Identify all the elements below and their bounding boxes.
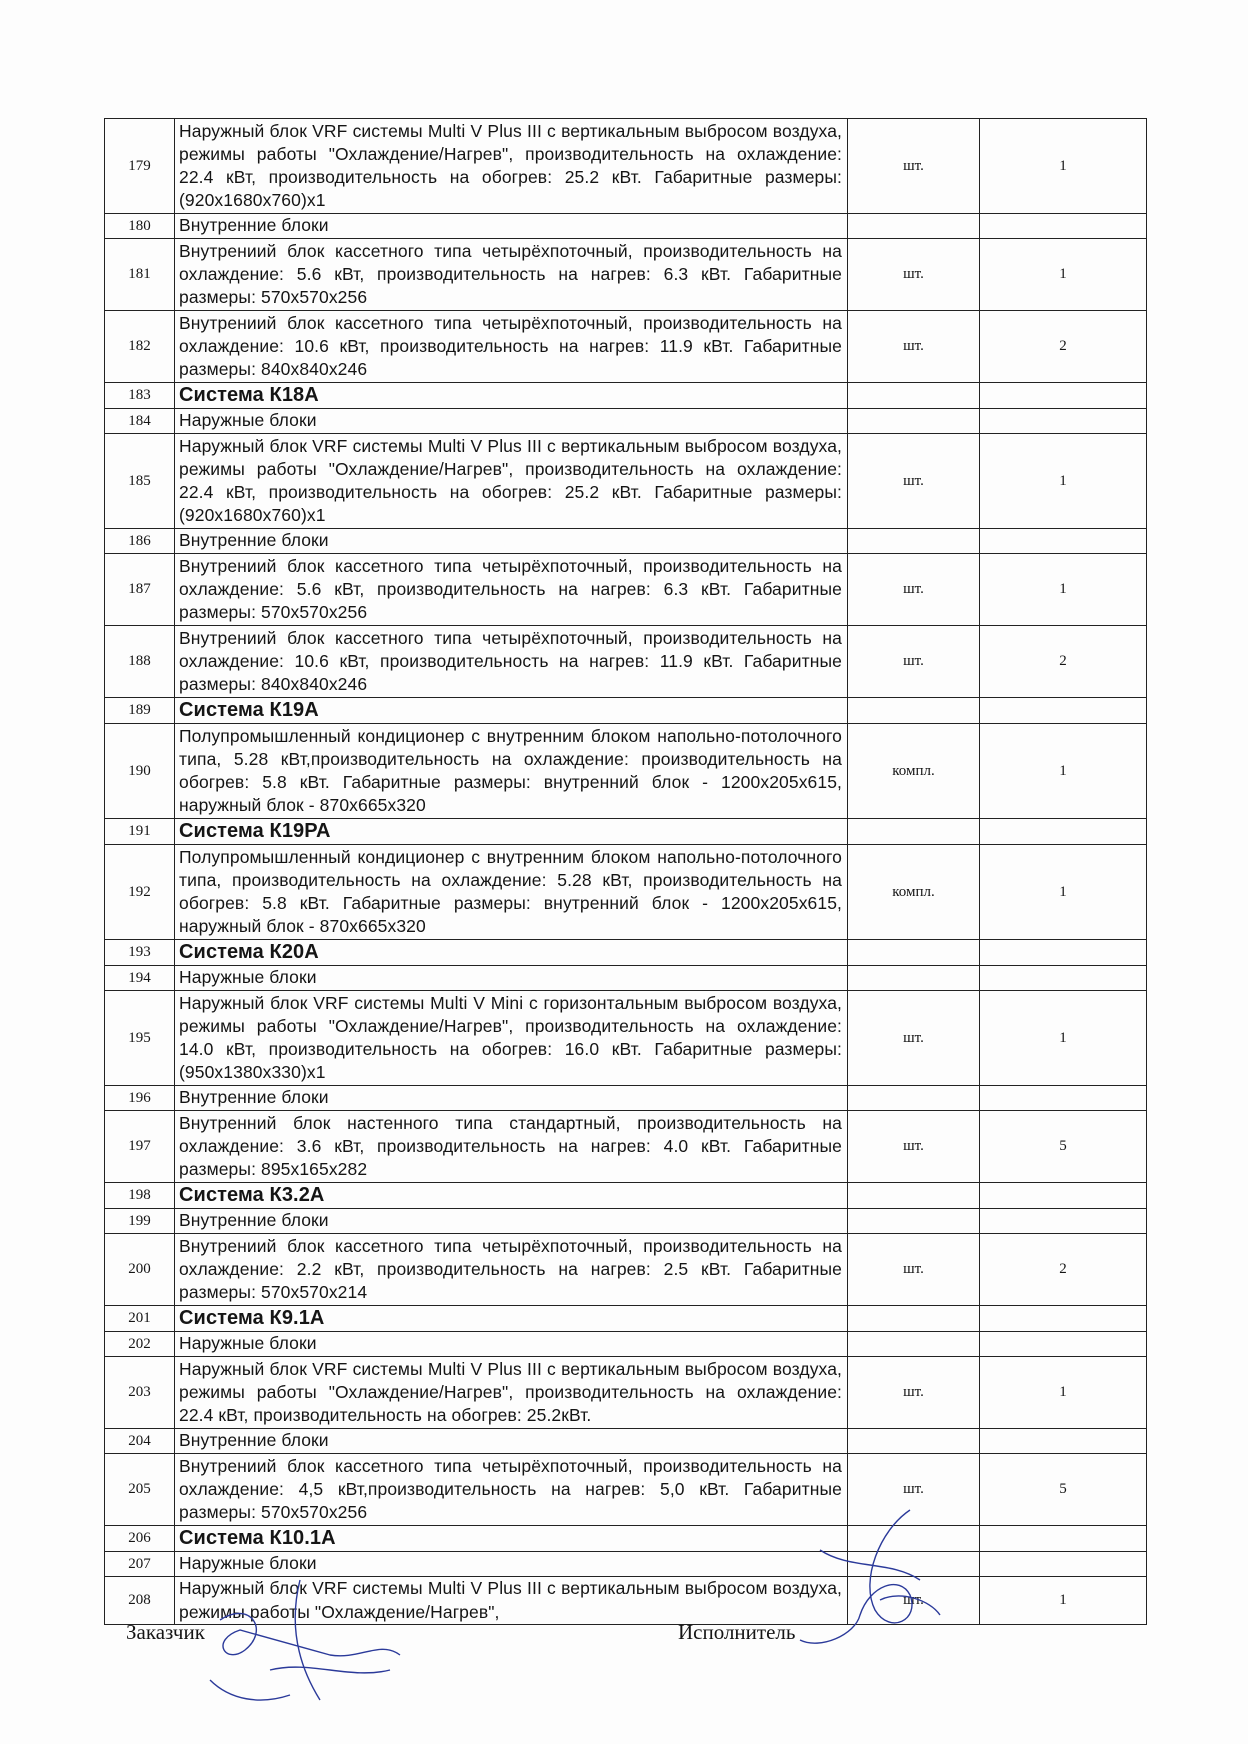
quantity-cell: 1 [980,434,1147,529]
system-heading: Система К18А [175,383,848,409]
unit-cell [848,1429,980,1454]
table-row [105,554,1147,626]
unit-cell [848,1526,980,1552]
table-row [105,819,1147,845]
unit-cell [848,698,980,724]
unit-cell [848,529,980,554]
quantity-cell: 2 [980,311,1147,383]
item-description: Внутрениий блок кассетного типа четырёхпоточный, производительность на охлаждение: 4,5 кВт,производительность на нагрев: 5,0 кВт. Габаритные размеры: 570x570x256 [175,1454,848,1526]
row-number: 201 [105,1306,175,1332]
unit-cell: шт. [848,1454,980,1526]
item-description: Наружные блоки [175,1552,848,1577]
row-number: 187 [105,554,175,626]
unit-cell [848,214,980,239]
row-number: 193 [105,940,175,966]
row-number: 206 [105,1526,175,1552]
quantity-cell: 1 [980,991,1147,1086]
row-number: 191 [105,819,175,845]
unit-cell [848,383,980,409]
table-row [105,1526,1147,1552]
item-description: Внутрениий блок кассетного типа четырёхпоточный, производительность на охлаждение: 5.6 кВт, производительность на нагрев: 6.3 кВт. Габаритные размеры: 570x570x256 [175,239,848,311]
unit-cell [848,1209,980,1234]
system-heading: Система К20А [175,940,848,966]
system-heading: Система К9.1А [175,1306,848,1332]
row-number: 188 [105,626,175,698]
quantity-cell: 1 [980,239,1147,311]
item-description: Наружный блок VRF системы Multi V Plus III с вертикальным выбросом воздуха, режимы работы "Охлаждение/Нагрев", [175,1577,848,1625]
row-number: 195 [105,991,175,1086]
row-number: 196 [105,1086,175,1111]
specification-table [104,118,1147,1625]
unit-cell [848,940,980,966]
table-row [105,409,1147,434]
row-number: 203 [105,1357,175,1429]
table-row [105,1454,1147,1526]
item-description: Полупромышленный кондиционер с внутренним блоком напольно-потолочного типа, 5.28 кВт,производительность на охлаждение: производительность на обогрев: 5.8 кВт. Габаритные размеры: внутренний блок - 1200x205x615, наружный блок - 870x665x320 [175,724,848,819]
unit-cell: шт. [848,1234,980,1306]
system-heading: Система К19РА [175,819,848,845]
unit-cell: шт. [848,311,980,383]
row-number: 182 [105,311,175,383]
item-description: Внутренние блоки [175,1429,848,1454]
unit-cell [848,819,980,845]
row-number: 190 [105,724,175,819]
quantity-cell: 1 [980,554,1147,626]
row-number: 194 [105,966,175,991]
row-number: 185 [105,434,175,529]
table-row [105,1086,1147,1111]
item-description: Внутрениий блок кассетного типа четырёхпоточный, производительность на охлаждение: 2.2 кВт, производительность на нагрев: 2.5 кВт. Габаритные размеры: 570x570x214 [175,1234,848,1306]
row-number: 184 [105,409,175,434]
item-description: Наружный блок VRF системы Multi V Plus III с вертикальным выбросом воздуха, режимы работы "Охлаждение/Нагрев", производительность на охлаждение: 22.4 кВт, производительность на обогрев: 25.2кВт. [175,1357,848,1429]
system-heading: Система К10.1А [175,1526,848,1552]
system-heading: Система К19А [175,698,848,724]
table-row [105,1306,1147,1332]
row-number: 200 [105,1234,175,1306]
table-row [105,383,1147,409]
unit-cell [848,1306,980,1332]
unit-cell [848,1086,980,1111]
row-number: 180 [105,214,175,239]
table-row [105,991,1147,1086]
customer-label: Заказчик [126,1620,205,1644]
unit-cell [848,1332,980,1357]
unit-cell: шт. [848,626,980,698]
unit-cell: компл. [848,845,980,940]
item-description: Внутрениий блок кассетного типа четырёхпоточный, производительность на охлаждение: 10.6 кВт, производительность на нагрев: 11.9 кВт. Габаритные размеры: 840x840x246 [175,311,848,383]
unit-cell: шт. [848,1357,980,1429]
row-number: 208 [105,1577,175,1625]
item-description: Наружные блоки [175,1332,848,1357]
table-body [105,119,1147,1625]
table-row [105,1111,1147,1183]
quantity-cell [980,409,1147,434]
system-heading: Система К3.2А [175,1183,848,1209]
contractor-label: Исполнитель [678,1620,796,1644]
unit-cell: шт. [848,991,980,1086]
table-row [105,626,1147,698]
table-row [105,966,1147,991]
row-number: 207 [105,1552,175,1577]
row-number: 204 [105,1429,175,1454]
spec-table-container [104,118,1146,1625]
unit-cell: шт. [848,554,980,626]
table-row [105,1234,1147,1306]
unit-cell: шт. [848,1577,980,1625]
item-description: Внутрениий блок кассетного типа четырёхпоточный, производительность на охлаждение: 10.6 кВт, производительность на нагрев: 11.9 кВт. Габаритные размеры: 840x840x246 [175,626,848,698]
unit-cell: компл. [848,724,980,819]
item-description: Внутренние блоки [175,1209,848,1234]
quantity-cell: 1 [980,845,1147,940]
quantity-cell: 5 [980,1111,1147,1183]
item-description: Внутренние блоки [175,1086,848,1111]
row-number: 189 [105,698,175,724]
quantity-cell [980,1332,1147,1357]
quantity-cell: 1 [980,724,1147,819]
item-description: Наружные блоки [175,966,848,991]
row-number: 205 [105,1454,175,1526]
table-row [105,1209,1147,1234]
quantity-cell: 1 [980,119,1147,214]
table-row [105,1429,1147,1454]
quantity-cell [980,966,1147,991]
unit-cell [848,966,980,991]
row-number: 199 [105,1209,175,1234]
quantity-cell [980,1429,1147,1454]
quantity-cell [980,940,1147,966]
quantity-cell [980,1209,1147,1234]
quantity-cell: 1 [980,1357,1147,1429]
quantity-cell [980,1552,1147,1577]
item-description: Наружные блоки [175,409,848,434]
item-description: Наружный блок VRF системы Multi V Plus III с вертикальным выбросом воздуха, режимы работы "Охлаждение/Нагрев", производительность на охлаждение: 22.4 кВт, производительность на обогрев: 25.2 кВт. Габаритные размеры: (920x1680x760)x1 [175,434,848,529]
table-row [105,1577,1147,1625]
item-description: Внутрениий блок кассетного типа четырёхпоточный, производительность на охлаждение: 5.6 кВт, производительность на нагрев: 6.3 кВт. Габаритные размеры: 570x570x256 [175,554,848,626]
row-number: 186 [105,529,175,554]
item-description: Внутренний блок настенного типа стандартный, производительность на охлаждение: 3.6 кВт, производительность на нагрев: 4.0 кВт. Габаритные размеры: 895x165x282 [175,1111,848,1183]
unit-cell: шт. [848,119,980,214]
quantity-cell: 5 [980,1454,1147,1526]
quantity-cell [980,214,1147,239]
table-row [105,434,1147,529]
table-row [105,1552,1147,1577]
table-row [105,214,1147,239]
table-row [105,940,1147,966]
table-row [105,311,1147,383]
quantity-cell [980,1183,1147,1209]
quantity-cell [980,1526,1147,1552]
unit-cell: шт. [848,239,980,311]
unit-cell [848,1552,980,1577]
table-row [105,698,1147,724]
table-row [105,239,1147,311]
item-description: Внутренние блоки [175,214,848,239]
quantity-cell: 1 [980,1577,1147,1625]
table-row [105,529,1147,554]
unit-cell: шт. [848,434,980,529]
table-row [105,845,1147,940]
row-number: 202 [105,1332,175,1357]
item-description: Полупромышленный кондиционер с внутренним блоком напольно-потолочного типа, производительность на охлаждение: 5.28 кВт, производительность на обогрев: 5.8 кВт. Габаритные размеры: внутренний блок - 1200x205x615, наружный блок - 870x665x320 [175,845,848,940]
row-number: 198 [105,1183,175,1209]
quantity-cell [980,383,1147,409]
quantity-cell [980,1306,1147,1332]
table-row [105,1357,1147,1429]
quantity-cell [980,529,1147,554]
unit-cell [848,409,980,434]
table-row [105,1183,1147,1209]
item-description: Наружный блок VRF системы Multi V Plus III с вертикальным выбросом воздуха, режимы работы "Охлаждение/Нагрев", производительность на охлаждение: 22.4 кВт, производительность на обогрев: 25.2 кВт. Габаритные размеры: (920x1680x760)x1 [175,119,848,214]
table-row [105,119,1147,214]
quantity-cell: 2 [980,626,1147,698]
table-row [105,1332,1147,1357]
quantity-cell [980,698,1147,724]
unit-cell [848,1183,980,1209]
quantity-cell: 2 [980,1234,1147,1306]
item-description: Наружный блок VRF системы Multi V Mini с горизонтальным выбросом воздуха, режимы работы "Охлаждение/Нагрев", производительность на охлаждение: 14.0 кВт, производительность на обогрев: 16.0 кВт. Габаритные размеры: (950x1380x330)x1 [175,991,848,1086]
row-number: 181 [105,239,175,311]
row-number: 197 [105,1111,175,1183]
row-number: 179 [105,119,175,214]
row-number: 192 [105,845,175,940]
quantity-cell [980,1086,1147,1111]
row-number: 183 [105,383,175,409]
table-row [105,724,1147,819]
quantity-cell [980,819,1147,845]
unit-cell: шт. [848,1111,980,1183]
item-description: Внутренние блоки [175,529,848,554]
